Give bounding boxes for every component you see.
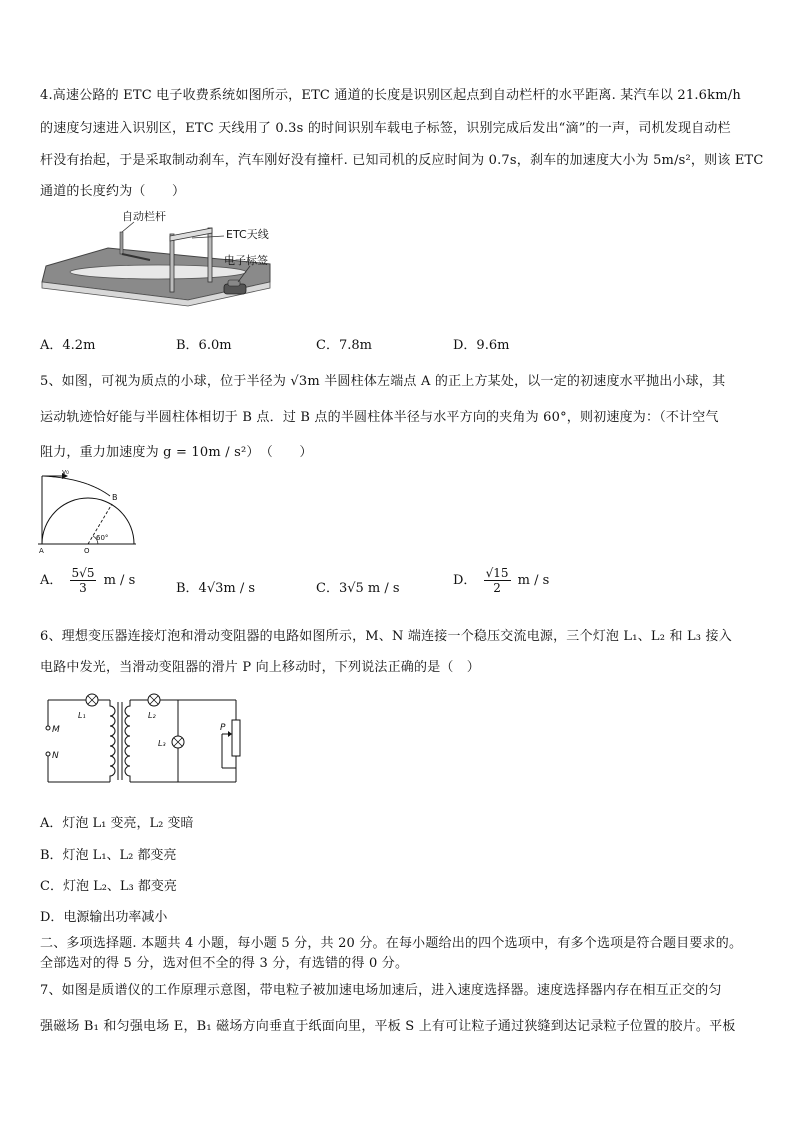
label-angle: 60°	[96, 534, 109, 542]
q4-option-d[interactable]: D．9.6m	[453, 338, 510, 353]
label-l1: L₁	[78, 711, 86, 720]
q4-option-b[interactable]: B．6.0m	[176, 338, 232, 353]
q5-line-1: 5、如图，可视为质点的小球，位于半径为 √3m 半圆柱体左端点 A 的正上方某处，以一定的初速度水平抛出小球，其	[40, 374, 726, 389]
section2-line-2: 全部选对的得 5 分，选对但不全的得 3 分，有选错的得 0 分。	[40, 956, 409, 971]
trajectory-curve	[42, 476, 110, 496]
half-cylinder	[42, 498, 134, 544]
q6-line-1: 6、理想变压器连接灯泡和滑动变阻器的电路如图所示，M、N 端连接一个稳压交流电源，三个灯泡 L₁、L₂ 和 L₃ 接入	[40, 629, 732, 644]
label-antenna: ETC天线	[226, 228, 269, 241]
transformer-circuit	[34, 686, 248, 788]
q5-option-a-fraction: $\frac{5√5}{3}$	[71, 566, 95, 595]
label-p: P	[220, 723, 226, 733]
etc-gantry	[170, 228, 212, 241]
q4-line-4: 通道的长度约为（ ）	[40, 184, 186, 199]
label-o: O	[84, 547, 90, 555]
q6-option-b[interactable]: B．灯泡 L₁、L₂ 都变亮	[40, 848, 177, 863]
label-tag: 电子标签	[224, 254, 268, 267]
etc-median	[70, 265, 246, 279]
label-l2: L₂	[148, 711, 156, 720]
q4-option-a[interactable]: A．4.2m	[40, 338, 96, 353]
label-l3: L₃	[158, 739, 166, 748]
q7-line-2: 强磁场 B₁ 和匀强电场 E，B₁ 磁场方向垂直于纸面向里，平板 S 上有可让粒子通过狭缝到达记录粒子位置的胶片。平板	[40, 1019, 736, 1034]
q5-line-3: 阻力，重力加速度为 g = 10m / s²） （ ）	[40, 445, 313, 460]
q6-option-a[interactable]: A．灯泡 L₁ 变亮，L₂ 变暗	[40, 816, 194, 831]
etc-figure	[38, 208, 278, 308]
q6-option-c[interactable]: C．灯泡 L₂、L₃ 都变亮	[40, 879, 177, 894]
q7-line-1: 7、如图是质谱仪的工作原理示意图，带电粒子被加速电场加速后，进入速度选择器。速度选择器内存在相互正交的匀	[40, 983, 722, 998]
label-n: N	[52, 751, 59, 761]
q4-line-3: 杆没有抬起，于是采取制动刹车，汽车刚好没有撞杆. 已知司机的反应时间为 0.7s，刹车的加速度大小为 5m/s²，则该 ETC	[40, 153, 764, 168]
q4-line-2: 的速度匀速进入识别区，ETC 天线用了 0.3s 的时间识别车载电子标签，识别完成后发出“滴”的一声，司机发现自动栏	[40, 121, 731, 136]
label-a: A	[39, 547, 44, 555]
section2-line-1: 二、多项选择题. 本题共 4 小题，每小题 5 分，共 20 分。在每小题给出的四个选项中，有多个选项是符合题目要求的。	[40, 936, 743, 951]
q5-option-a[interactable]: A． $\frac{5√5}{3}$ m / s	[40, 566, 136, 595]
secondary-coil	[125, 700, 130, 782]
label-b: B	[112, 493, 118, 502]
svg-text:v₀: v₀	[62, 470, 69, 476]
q5-option-c[interactable]: C．3√5 m / s	[316, 581, 400, 596]
q5-line-2: 运动轨迹恰好能与半圆柱体相切于 B 点．过 B 点的半圆柱体半径与水平方向的夹角为 60°，则初速度为：（不计空气	[40, 410, 719, 425]
q4-line-1: 4.高速公路的 ETC 电子收费系统如图所示，ETC 通道的长度是识别区起点到自动栏杆的水平距离. 某汽车以 21.6km/h	[40, 88, 741, 103]
q5-option-d-fraction: $\frac{√15}{2}$	[485, 566, 509, 595]
q6-option-d[interactable]: D．电源输出功率减小	[40, 910, 168, 925]
q6-line-2: 电路中发光，当滑动变阻器的滑片 P 向上移动时，下列说法正确的是（ ）	[40, 660, 481, 675]
projectile-figure	[36, 470, 140, 556]
q4-option-c[interactable]: C．7.8m	[316, 338, 372, 353]
q5-option-d[interactable]: D． $\frac{√15}{2}$ m / s	[453, 566, 550, 595]
primary-coil	[110, 700, 115, 782]
label-barrier: 自动栏杆	[122, 210, 166, 223]
rheostat	[232, 720, 240, 756]
q5-option-b[interactable]: B．4√3m / s	[176, 581, 256, 596]
label-m: M	[52, 725, 60, 735]
